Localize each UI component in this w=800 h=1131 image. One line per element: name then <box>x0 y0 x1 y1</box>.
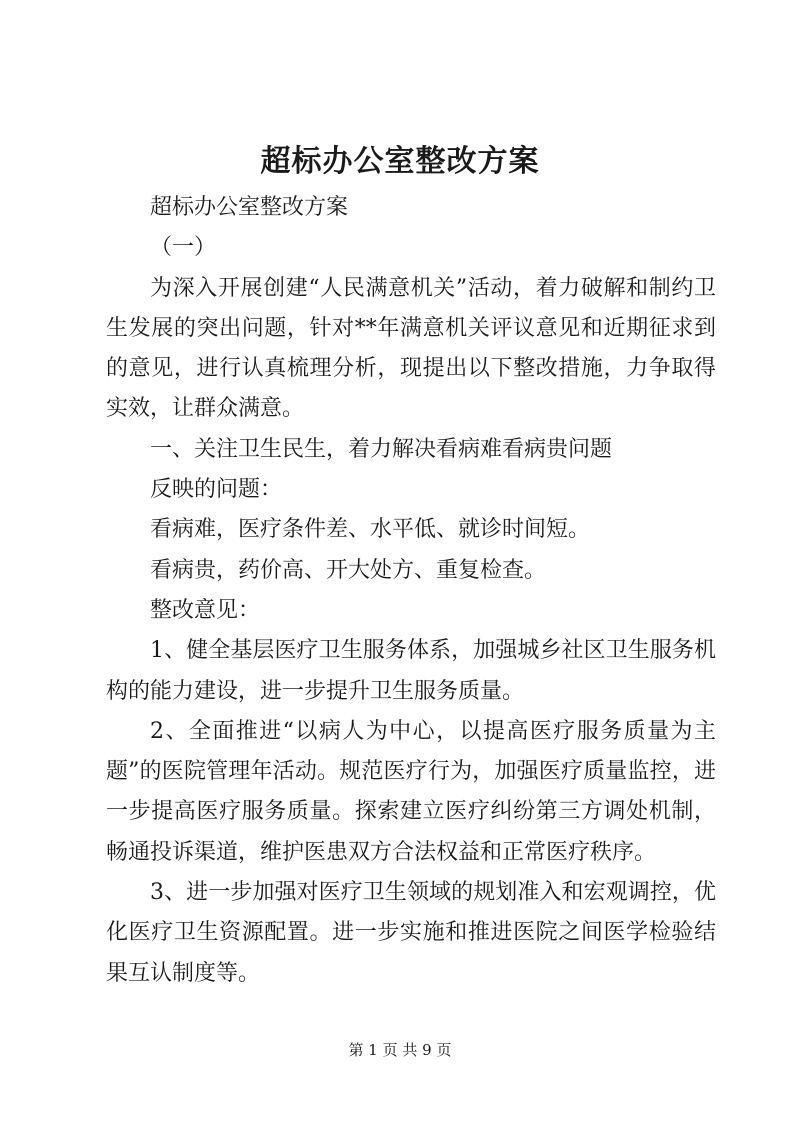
page-footer: 第 1 页 共 9 页 <box>348 1041 452 1059</box>
document-title: 超标办公室整改方案 <box>260 144 540 179</box>
paragraph-item-1: 1、健全基层医疗卫生服务体系，加强城乡社区卫生服务机构的能力建设，进一步提升卫生服务质量。 <box>106 638 716 704</box>
paragraph-issue-2: 看病贵，药价高、开大处方、重复检查。 <box>150 557 547 583</box>
paragraph-remedy-label: 整改意见： <box>150 597 261 623</box>
paragraph-subtitle: 超标办公室整改方案 <box>150 195 349 220</box>
paragraph-section-marker: （一） <box>150 235 217 261</box>
document-body <box>106 188 716 994</box>
paragraph-item-2: 2、全面推进“以病人为中心，以提高医疗服务质量为主题”的医院管理年活动。规范医疗行为，加强医疗质量监控，进一步提高医疗服务质量。探索建立医疗纠纷第三方调处机制，畅通投诉渠道，维护医患双方合法权益和正常医疗秩序。 <box>106 718 716 865</box>
paragraph-intro: 为深入开展创建“人民满意机关”活动，着力破解和制约卫生发展的突出问题，针对**年满意机关评议意见和近期征求到的意见，进行认真梳理分析，现提出以下整改措施，力争取得实效，让群众满意。 <box>106 275 716 422</box>
paragraph-issue-1: 看病难，医疗条件差、水平低、就诊时间短。 <box>150 517 591 543</box>
paragraph-heading-1: 一、关注卫生民生，着力解决看病难看病贵问题 <box>150 436 613 462</box>
paragraph-issues-label: 反映的问题： <box>150 477 283 503</box>
paragraph-item-3: 3、进一步加强对医疗卫生领域的规划准入和宏观调控，优化医疗卫生资源配置。进一步实施和推进医院之间医学检验结果互认制度等。 <box>106 880 716 986</box>
